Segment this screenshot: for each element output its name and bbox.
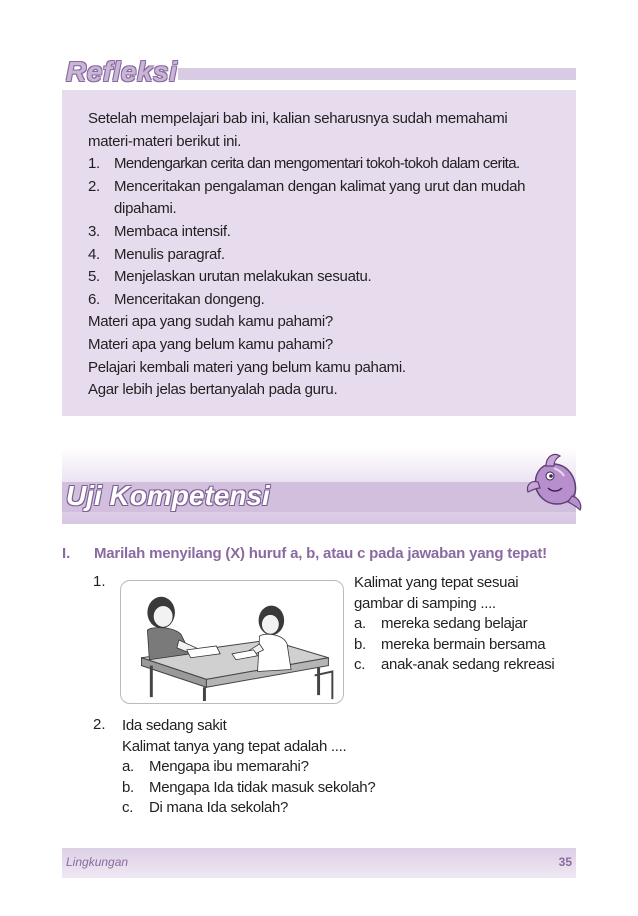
children-studying-illustration [120,580,344,704]
list-number: 6. [88,290,100,308]
option-text: anak-anak sedang rekreasi [381,656,555,673]
option-letter: a. [122,758,134,776]
refleksi-list-item [88,266,568,289]
answer-option[interactable] [122,778,522,799]
answer-option[interactable] [122,757,522,778]
answer-option[interactable] [122,798,522,819]
refleksi-list-item [88,244,568,267]
list-number: 2. [88,177,100,195]
question-stem-line: Kalimat tanya yang tepat adalah .... [122,737,347,755]
question-number: 2. [93,716,106,733]
refleksi-list-item [88,221,568,244]
option-letter: b. [122,778,134,796]
section-number: I. [62,545,71,562]
question-2 [122,716,522,819]
option-text: Di mana Ida sekolah? [149,799,289,817]
option-letter: c. [122,799,134,817]
refleksi-closing-line: Materi apa yang belum kamu pahami? [88,335,333,353]
question-1 [354,573,594,676]
refleksi-intro-line: Setelah mempelajari bab ini, kalian seharusnya sudah memahami [88,110,508,127]
answer-option[interactable] [354,635,594,656]
refleksi-closing-line: Agar lebih jelas bertanyalah pada guru. [88,381,338,399]
question-number: 1. [93,573,106,590]
refleksi-content [88,108,568,402]
question-stem-line: gambar di samping .... [354,594,496,612]
option-text: mereka bermain bersama [381,635,546,653]
answer-option[interactable] [354,614,594,635]
option-letter: a. [354,615,366,632]
list-text: Mendengarkan cerita dan mengomentari tokoh-tokoh dalam cerita. [114,155,520,173]
list-text: Menceritakan pengalaman dengan kalimat yang urut dan mudah dipahami. [114,177,526,218]
answer-option[interactable] [354,655,594,676]
option-letter: c. [354,656,366,673]
list-text: Membaca intensif. [114,222,231,240]
section-instruction: Marilah menyilang (X) huruf a, b, atau c pada jawaban yang tepat! [94,545,547,562]
question-stem-line: Kalimat yang tepat sesuai [354,574,519,591]
option-letter: b. [354,635,366,653]
refleksi-header-bar [168,68,576,80]
list-number: 5. [88,268,100,286]
refleksi-list-item [88,176,568,221]
list-number: 3. [88,222,100,240]
uji-kompetensi-title: Uji Kompetensi [66,480,270,511]
refleksi-closing-line: Materi apa yang sudah kamu pahami? [88,313,333,331]
option-text: Mengapa ibu memarahi? [149,758,309,776]
list-number: 4. [88,245,100,263]
refleksi-intro-line: materi-materi berikut ini. [88,132,242,150]
option-text: mereka sedang belajar [381,615,528,632]
option-text: Mengapa Ida tidak masuk sekolah? [149,778,376,796]
list-text: Menulis paragraf. [114,245,225,263]
refleksi-title: Refleksi [62,54,178,90]
list-number: 1. [88,155,100,173]
question-stem-line: Ida sedang sakit [122,717,227,734]
dolphin-mascot-icon [524,448,584,512]
page-number: 35 [558,855,572,869]
footer-bar [62,848,576,878]
list-text: Menjelaskan urutan melakukan sesuatu. [114,268,372,286]
list-text: Menceritakan dongeng. [114,290,265,308]
refleksi-list-item [88,153,568,176]
footer-chapter-name: Lingkungan [66,855,129,869]
refleksi-list-item [88,289,568,312]
refleksi-closing-line: Pelajari kembali materi yang belum kamu pahami. [88,358,406,376]
